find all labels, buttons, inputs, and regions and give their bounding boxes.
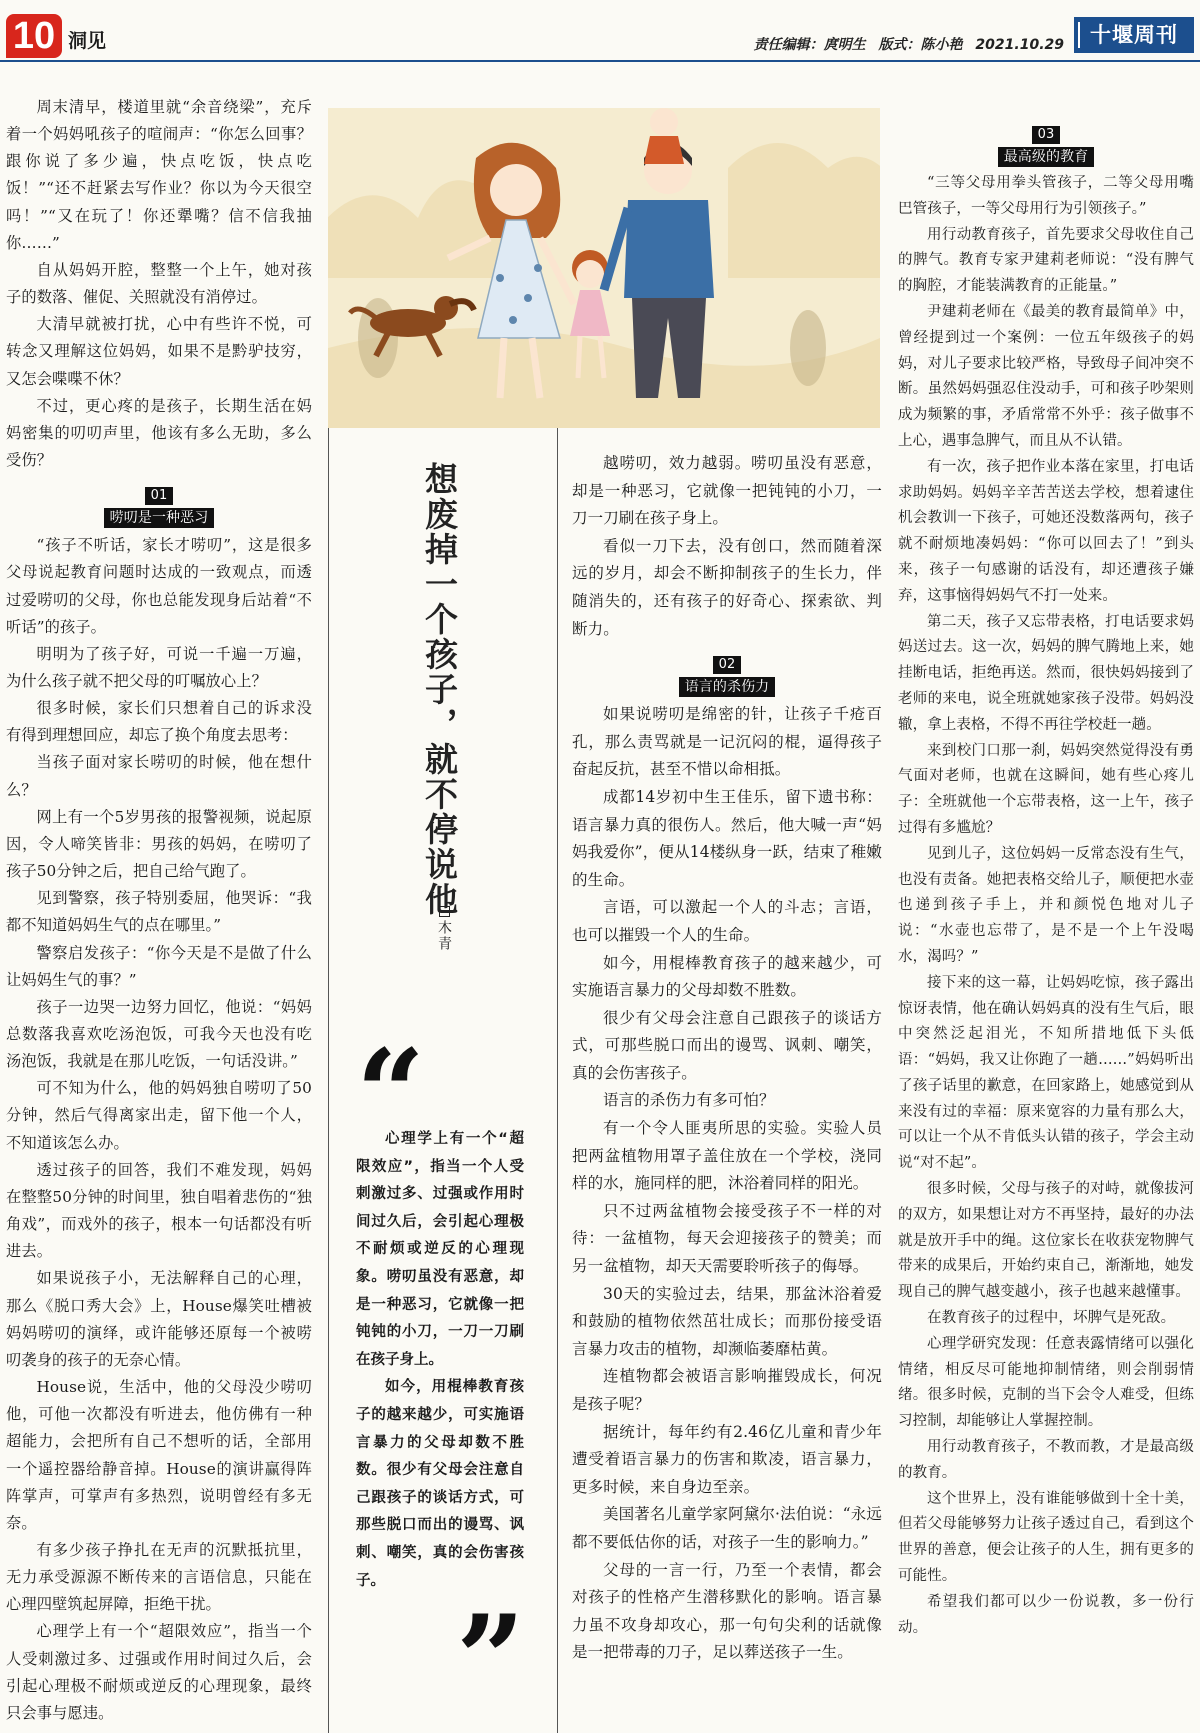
intro-paragraph: 不过，更心疼的是孩子，长期生活在妈妈密集的叨叨声里，他该有多么无助，多么受伤？ — [6, 396, 312, 470]
body-paragraph: House说，生活中，他的父母没少唠叨他，可他一次都没有听进去，他仿佛有一种超能力，会把所有自己不想听的话，全部用一个遥控器给静音掉。House的演讲赢得阵阵掌声，可掌声有多热烈，说明曾经有多无奈。 — [6, 1378, 312, 1532]
body-paragraph: 网上有一个5岁男孩的报警视频，说起原因，令人啼笑皆非：男孩的妈妈，在唠叨了孩子50分钟之后，把自己给气跑了。 — [6, 807, 312, 881]
body-paragraph: 可不知为什么，他的妈妈独自唠叨了50分钟，然后气得离家出走，留下他一个人，不知道该怎么办。 — [6, 1079, 312, 1152]
body-paragraph: 用行动教育孩子，首先要求父母收住自己的脾气。教育专家尹建莉老师说：“没有脾气的胸腔，才能装满教育的正能量。” — [898, 226, 1194, 295]
body-paragraph: 语言的杀伤力有多可怕？ — [603, 1091, 775, 1110]
body-paragraph: “三等父母用拳头管孩子，二等父母用嘴巴管孩子，一等父母用行为引领孩子。” — [898, 175, 1194, 217]
section-heading-01 — [6, 484, 312, 528]
article-column-1 — [6, 94, 312, 1727]
body-paragraph: 如果说唠叨是绵密的针，让孩子千疮百孔，那么责骂就是一记沉闷的棍，逼得孩子奋起反抗，甚至不惜以命相抵。 — [572, 705, 882, 779]
family-walk-image — [328, 108, 880, 428]
body-paragraph: 当孩子面对家长唠叨的时候，他在想什么？ — [6, 753, 312, 799]
editor-credits — [746, 34, 1064, 54]
body-paragraph: 只不过两盆植物会接受孩子不一样的对待：一盆植物，每天会迎接孩子的赞美；而另一盆植物，却天天需要聆听孩子的侮辱。 — [572, 1201, 882, 1276]
body-paragraph: 第二天，孩子又忘带表格，打电话要求妈妈送过去。这一次，妈妈的脾气腾地上来，她挂断电话，拒绝再送。然而，很快妈妈接到了老师的来电，说全班就她家孩子没带。妈妈没辙，拿上表格，不得不再往学校赶一趟。 — [898, 613, 1194, 733]
body-paragraph: 很多时候，父母与孩子的对峙，就像拔河的双方，如果想让对方不再坚持，最好的办法就是放开手中的绳。这位家长在收获宠物脾气带来的成果后，开始约束自己，渐渐地，她发现自己的脾气越变越小，孩子也越来越懂事。 — [898, 1181, 1194, 1301]
body-paragraph: 心理学上有一个“超限效应”，指当一个人受刺激过多、过强或作用时间过久后，会引起心理极不耐烦或逆反的心理现象，最终只会事与愿违。 — [6, 1622, 312, 1722]
intro-paragraph: 周末清早，楼道里就“余音绕梁”，充斥着一个妈妈吼孩子的喧闹声：“你怎么回事？跟你说了多少遍，快点吃饭，快点吃饭！”“还不赶紧去写作业？你以为今天很空吗！”“又在玩了！你还犟嘴？信不信我抽你……” — [6, 98, 312, 252]
intro-paragraph: 自从妈妈开腔，整整一个上午，她对孩子的数落、催促、关照就没有消停过。 — [6, 260, 312, 307]
byline — [434, 906, 454, 952]
section-title: 语言的杀伤力 — [679, 677, 776, 697]
body-paragraph: 有一个令人匪夷所思的实验。实验人员把两盆植物用罩子盖住放在一个学校，浇同样的水，施同样的肥，沐浴着同样的阳光。 — [572, 1119, 882, 1193]
body-paragraph: 看似一刀下去，没有创口，然而随着深远的岁月，却会不断抑制孩子的生长力，伴随消失的，还有孩子的好奇心、探索欲、判断力。 — [572, 536, 882, 638]
body-paragraph: 见到儿子，这位妈妈一反常态没有生气，也没有责备。她把表格交给儿子，顺便把水壶也递到孩子手上，并和颜悦色地对儿子说：“水壶也忘带了，是不是一个上午没喝水，渴吗？” — [898, 845, 1194, 965]
body-paragraph: 这个世界上，没有谁能够做到十全十美，但若父母能够努力让孩子透过自己，看到这个世界的善意，便会让孩子的人生，拥有更多的可能性。 — [898, 1490, 1194, 1585]
section-number: 02 — [713, 656, 742, 674]
headline-box — [420, 462, 460, 917]
section-title: 唠叨是一种恶习 — [104, 508, 215, 528]
article-column-3 — [572, 450, 882, 1667]
column-divider — [557, 428, 558, 1733]
intro-paragraph: 大清早就被打扰，心中有些许不悦，可转念又理解这位妈妈，如果不是黔驴技穷，又怎会喋喋不休？ — [6, 315, 312, 388]
layout-credit: 版式：陈小艳 — [878, 37, 963, 53]
page-header — [0, 0, 1200, 62]
body-paragraph: 心理学研究发现：任意表露情绪可以强化情绪，相反尽可能地抑制情绪，则会削弱情绪。很多时候，克制的当下会令人难受，但练习控制，却能够让人掌握控制。 — [898, 1335, 1194, 1430]
body-paragraph: 警察启发孩子：“你今天是不是做了什么让妈妈生气的事？” — [6, 943, 312, 989]
body-paragraph: 在教育孩子的过程中，坏脾气是死敌。 — [927, 1310, 1176, 1327]
section-name: 洞见 — [68, 30, 107, 52]
family-illustration — [328, 108, 880, 428]
section-number: 03 — [1032, 126, 1061, 144]
body-paragraph: 希望我们都可以少一份说教，多一份行动。 — [898, 1593, 1194, 1636]
editor-credit: 责任编辑：庹明生 — [753, 37, 866, 53]
body-paragraph: “孩子不听话，家长才唠叨”，这是很多父母说起教育问题时达成的一致观点，而透过爱唠叨的父母，你也总能发现身后站着“不听话”的孩子。 — [6, 536, 312, 636]
section-heading-02 — [572, 653, 882, 697]
body-paragraph: 越唠叨，效力越弱。唠叨虽没有恶意，却是一种恶习，它就像一把钝钝的小刀，一刀一刀刷在孩子身上。 — [572, 454, 882, 528]
body-paragraph: 来到校门口那一刹，妈妈突然觉得没有勇气面对老师，也就在这瞬间，她有些心疼儿子：全班就他一个忘带表格，这一上午，孩子过得有多尴尬？ — [898, 742, 1194, 836]
body-paragraph: 透过孩子的回答，我们不难发现，妈妈在整整50分钟的时间里，独自唱着悲伤的“独角戏”，而戏外的孩子，根本一句话都没有听进去。 — [6, 1160, 312, 1261]
page-number: 10 — [6, 14, 62, 58]
open-quote-icon: “ — [356, 1023, 426, 1164]
body-paragraph: 有多少孩子挣扎在无声的沉默抵抗里，无力承受源源不断传来的言语信息，只能在心理四壁筑起屏障，拒绝干扰。 — [6, 1540, 312, 1614]
body-paragraph: 明明为了孩子好，可说一千遍一万遍，为什么孩子就不把父母的叮嘱放心上？ — [6, 644, 312, 690]
body-paragraph: 美国著名儿童学家阿黛尔·法伯说：“永远都不要低估你的话，对孩子一生的影响力。” — [572, 1505, 882, 1551]
body-paragraph: 言语，可以激起一个人的斗志；言语，也可以摧毁一个人的生命。 — [572, 898, 882, 944]
byline-box-icon — [439, 906, 450, 917]
close-quote-icon: ” — [456, 1589, 526, 1730]
publication-logo: 十堰周刊 — [1074, 17, 1194, 53]
issue-date: 2021.10.29 — [975, 37, 1064, 53]
body-paragraph: 连植物都会被语言影响摧毁成长，何况是孩子呢？ — [572, 1367, 882, 1413]
body-paragraph: 成都14岁初中生王佳乐，留下遗书称：语言暴力真的很伤人。然后，他大喊一声“妈妈我爱你”，便从14楼纵身一跃，结束了稚嫩的生命。 — [572, 787, 882, 889]
body-paragraph: 很少有父母会注意自己跟孩子的谈话方式，可那些脱口而出的谩骂、讽刺、嘲笑，真的会伤害孩子。 — [572, 1008, 882, 1082]
body-paragraph: 接下来的这一幕，让妈妈吃惊，孩子露出惊讶表情，他在确认妈妈真的没有生气后，眼中突然泛起泪光，不知所措地低下头低语：“妈妈，我又让你跑了一趟……”妈妈听出了孩子话里的歉意，在回家路上，她感觉到从来没有过的幸福：原来宽容的力量有那么大，可以让一个从不肯低头认错的孩子，学会主动说“对不起”。 — [898, 974, 1194, 1172]
body-paragraph: 见到警察，孩子特别委屈，他哭诉：“我都不知道妈妈生气的点在哪里。” — [6, 889, 312, 935]
body-paragraph: 父母的一言一行，乃至一个表情，都会对孩子的性格产生潜移默化的影响。语言暴力虽不攻身却攻心，那一句句尖利的话就像是一把带毒的刀子，足以葬送孩子一生。 — [572, 1560, 882, 1662]
body-paragraph: 30天的实验过去，结果，那盆沐浴着爱和鼓励的植物依然茁壮成长；而那份接受语言暴力攻击的植物，却濒临萎靡枯黄。 — [572, 1284, 882, 1358]
section-title: 最高级的教育 — [998, 147, 1095, 167]
body-paragraph: 孩子一边哭一边努力回忆，他说：“妈妈总数落我喜欢吃汤泡饭，可我今天也没有吃汤泡饭，我就是在那儿吃饭，一句话没讲。” — [6, 997, 312, 1071]
column-divider — [328, 428, 329, 1733]
pull-quote-paragraph: 如今，用棍棒教育孩子的越来越少，可实施语言暴力的父母却数不胜数。很少有父母会注意自己跟孩子的谈话方式，可那些脱口而出的谩骂、讽刺、嘲笑，真的会伤害孩子。 — [356, 1379, 524, 1589]
pull-quote-paragraph: 心理学上有一个“超限效应”，指当一个人受刺激过多、过强或作用时间过久后，会引起心理极不耐烦或逆反的心理现象。唠叨虽没有恶意，却是一种恶习，它就像一把钝钝的小刀，一刀一刀刷在孩子身上。 — [356, 1131, 524, 1368]
body-paragraph: 很多时候，家长们只想着自己的诉求没有得到理想回应，却忘了换个角度去思考： — [6, 699, 312, 745]
body-paragraph: 如果说孩子小，无法解释自己的心理，那么《脱口秀大会》上，House爆笑吐槽被妈妈唠叨的演绎，或许能够还原每一个被唠叨袭身的孩子的无奈心情。 — [6, 1269, 312, 1369]
section-heading-03 — [898, 124, 1194, 167]
body-paragraph: 据统计，每年约有2.46亿儿童和青少年遭受着语言暴力的伤害和欺凌，语言暴力，更多时候，来自身边至亲。 — [572, 1422, 882, 1496]
body-paragraph: 有一次，孩子把作业本落在家里，打电话求助妈妈。妈妈辛辛苦苦送去学校，想着逮住机会教训一下孩子，可她还没数落两句，孩子就不耐烦地凑妈妈：“你可以回去了！”到头来，孩子一句感谢的话没有，却还遭孩子嫌弃，这事恼得妈妈气不打一处来。 — [898, 458, 1194, 604]
body-paragraph: 用行动教育孩子，不教而教，才是最高级的教育。 — [898, 1439, 1194, 1481]
pull-quote — [356, 1126, 524, 1595]
header-rule — [0, 60, 1200, 62]
article-column-4 — [898, 124, 1194, 1641]
section-number: 01 — [145, 487, 174, 505]
article-title: 想废掉一个孩子，就不停说他 — [420, 462, 459, 917]
author-name: 木青 — [436, 920, 452, 952]
body-paragraph: 如今，用棍棒教育孩子的越来越少，可实施语言暴力的父母却数不胜数。 — [572, 953, 882, 1000]
body-paragraph: 尹建莉老师在《最美的教育最简单》中，曾经提到过一个案例：一位五年级孩子的妈妈，对儿子要求比较严格，导致母子间冲突不断。虽然妈妈强忍住没动手，可和孩子吵架则成为频繁的事，矛盾常常不外乎：孩子做事不上心，遇事急脾气，而且从不认错。 — [898, 303, 1194, 449]
